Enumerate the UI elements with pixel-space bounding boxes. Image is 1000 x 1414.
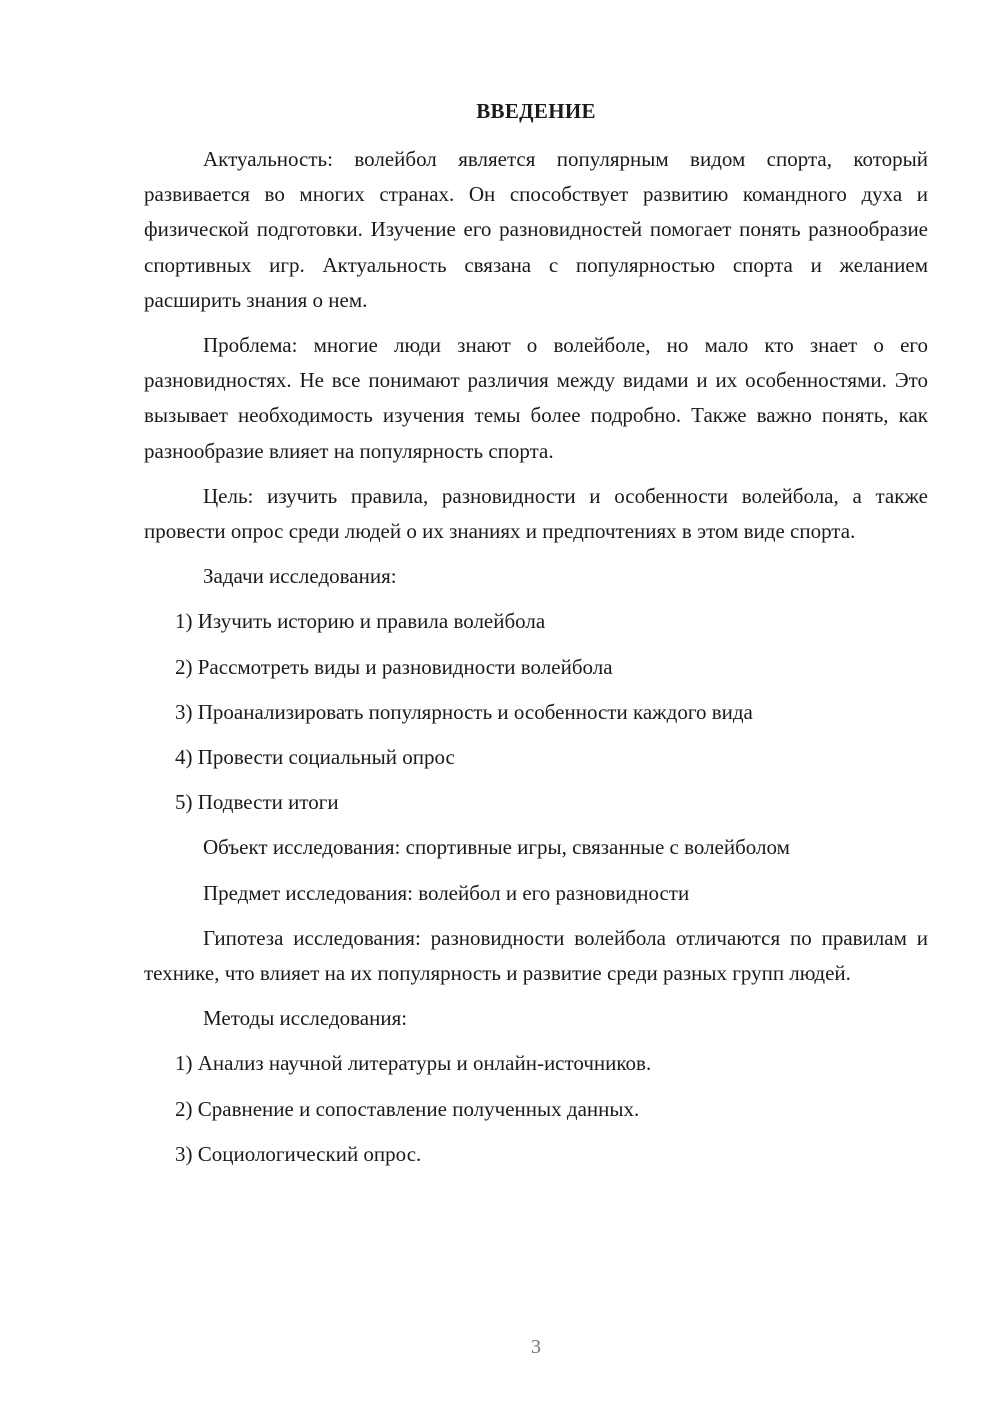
problem-paragraph: Проблема: многие люди знают о волейболе, но мало кто знает о его разновидностях. Не все понимают различия между видами и их особенностями. Это вызывает необходимость изучения темы более подробно. Также важно понять, как разнообразие влияет на популярность спорта. xyxy=(144,333,928,463)
actuality-paragraph: Актуальность: волейбол является популярным видом спорта, который развивается во многих странах. Он способствует развитию командного духа и физической подготовки. Изучение его разновидностей помогает понять разнообразие спортивных игр. Актуальность связана с популярностью спорта и желанием расширить знания о нем. xyxy=(144,147,928,312)
method-item: 3) Социологический опрос. xyxy=(175,1141,422,1166)
task-item: 4) Провести социальный опрос xyxy=(175,745,455,770)
task-item: 2) Рассмотреть виды и разновидности волейбола xyxy=(175,654,613,679)
tasks-heading: Задачи исследования: xyxy=(203,564,397,589)
methods-heading: Методы исследования: xyxy=(203,1006,408,1031)
hypothesis-paragraph: Гипотеза исследования: разновидности волейбола отличаются по правилам и технике, что влияет на их популярность и развитие среди разных групп людей. xyxy=(144,925,928,986)
goal-paragraph: Цель: изучить правила, разновидности и особенности волейбола, а также провести опрос среди людей о их знаниях и предпочтениях в этом виде спорта. xyxy=(144,483,928,544)
research-subject: Предмет исследования: волейбол и его разновидности xyxy=(203,880,690,905)
task-item: 5) Подвести итоги xyxy=(175,790,339,815)
method-item: 2) Сравнение и сопоставление полученных данных. xyxy=(175,1096,640,1121)
page-title: ВВЕДЕНИЕ xyxy=(476,99,596,123)
task-item: 3) Проанализировать популярность и особенности каждого вида xyxy=(175,699,753,724)
task-item: 1) Изучить историю и правила волейбола xyxy=(175,609,546,634)
research-object: Объект исследования: спортивные игры, связанные с волейболом xyxy=(203,835,790,860)
document-body xyxy=(144,142,928,1182)
method-item: 1) Анализ научной литературы и онлайн-источников. xyxy=(175,1051,652,1076)
page-number: 3 xyxy=(531,1336,541,1358)
